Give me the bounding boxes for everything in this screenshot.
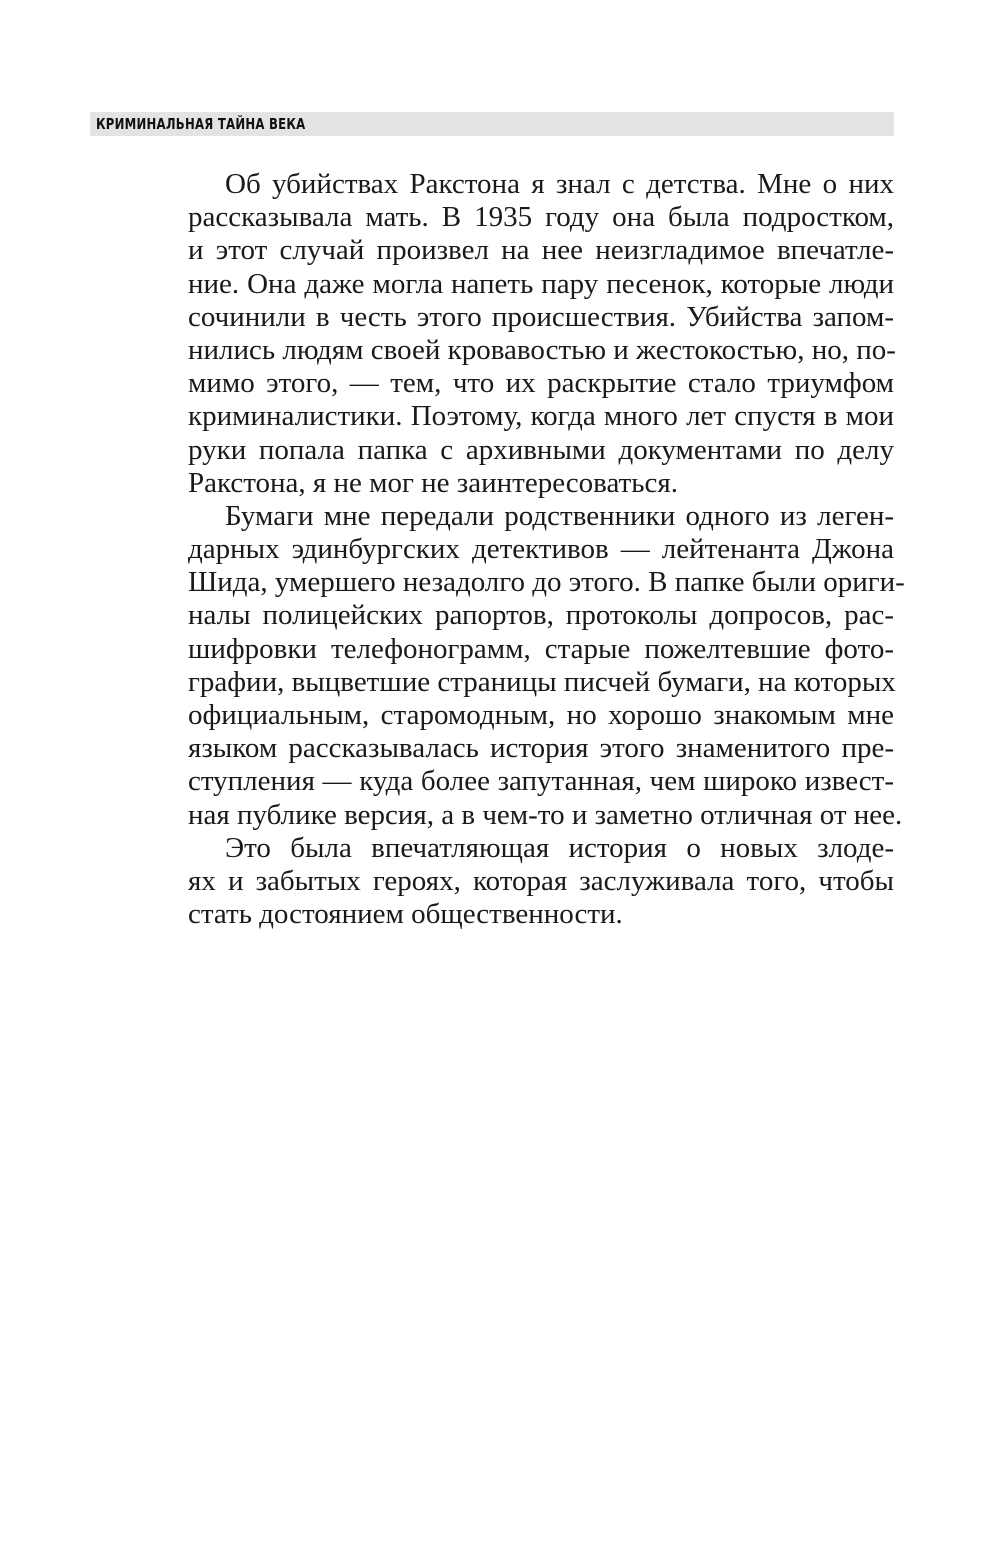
- text-line: ях и забытых героях, которая заслуживала того, чтобы: [188, 864, 894, 897]
- text-line: официальным, старомодным, но хорошо знакомым мне: [188, 699, 894, 731]
- body-text: [188, 168, 905, 931]
- paragraph: [188, 168, 894, 500]
- text-line: ние. Она даже могла напеть пару песенок, которые люди: [188, 267, 894, 300]
- text-line: Бумаги мне передали родственники одного из леген-: [225, 499, 894, 532]
- text-line: языком рассказывалась история этого знаменитого пре-: [188, 732, 894, 765]
- text-line: графии, выцветшие страницы писчей бумаги, на которых: [188, 665, 896, 698]
- text-line: и этот случай произвел на нее неизгладимое впечатле-: [188, 234, 894, 267]
- text-line: шифровки телефонограмм, старые пожелтевшие фото-: [188, 632, 894, 665]
- text-line: стать достоянием общественности.: [188, 898, 623, 931]
- text-line: сочинили в честь этого происшествия. Убийства запом-: [188, 300, 894, 333]
- text-line: Шида, умершего незадолго до этого. В папке были ориги-: [188, 566, 905, 599]
- text-line: дарных эдинбургских детективов — лейтенанта Джона: [188, 533, 894, 566]
- text-line: налы полицейских рапортов, протоколы допросов, рас-: [188, 599, 894, 632]
- text-line: рассказывала мать. В 1935 году она была подростком,: [188, 201, 894, 234]
- text-line: ная публике версия, а в чем-то и заметно отличная от нее.: [188, 798, 903, 831]
- paragraph: [188, 499, 905, 832]
- text-line: руки попала папка с архивными документами по делу: [188, 433, 894, 466]
- text-line: нились людям своей кровавостью и жестокостью, но, по-: [188, 333, 896, 366]
- paragraph: [188, 832, 894, 932]
- text-line: ступления — куда более запутанная, чем широко извест-: [188, 765, 894, 798]
- running-header: [90, 112, 894, 136]
- running-title: КРИМИНАЛЬНАЯ ТАЙНА ВЕКА: [96, 115, 306, 133]
- text-line: мимо этого, — тем, что их раскрытие стало триумфом: [188, 367, 894, 400]
- text-line: криминалистики. Поэтому, когда много лет спустя в мои: [188, 400, 894, 433]
- text-line: Это была впечатляющая история о новых злоде-: [225, 831, 894, 864]
- text-line: Об убийствах Ракстона я знал с детства. Мне о них: [225, 168, 894, 200]
- text-line: Ракстона, я не мог не заинтересоваться.: [188, 466, 678, 499]
